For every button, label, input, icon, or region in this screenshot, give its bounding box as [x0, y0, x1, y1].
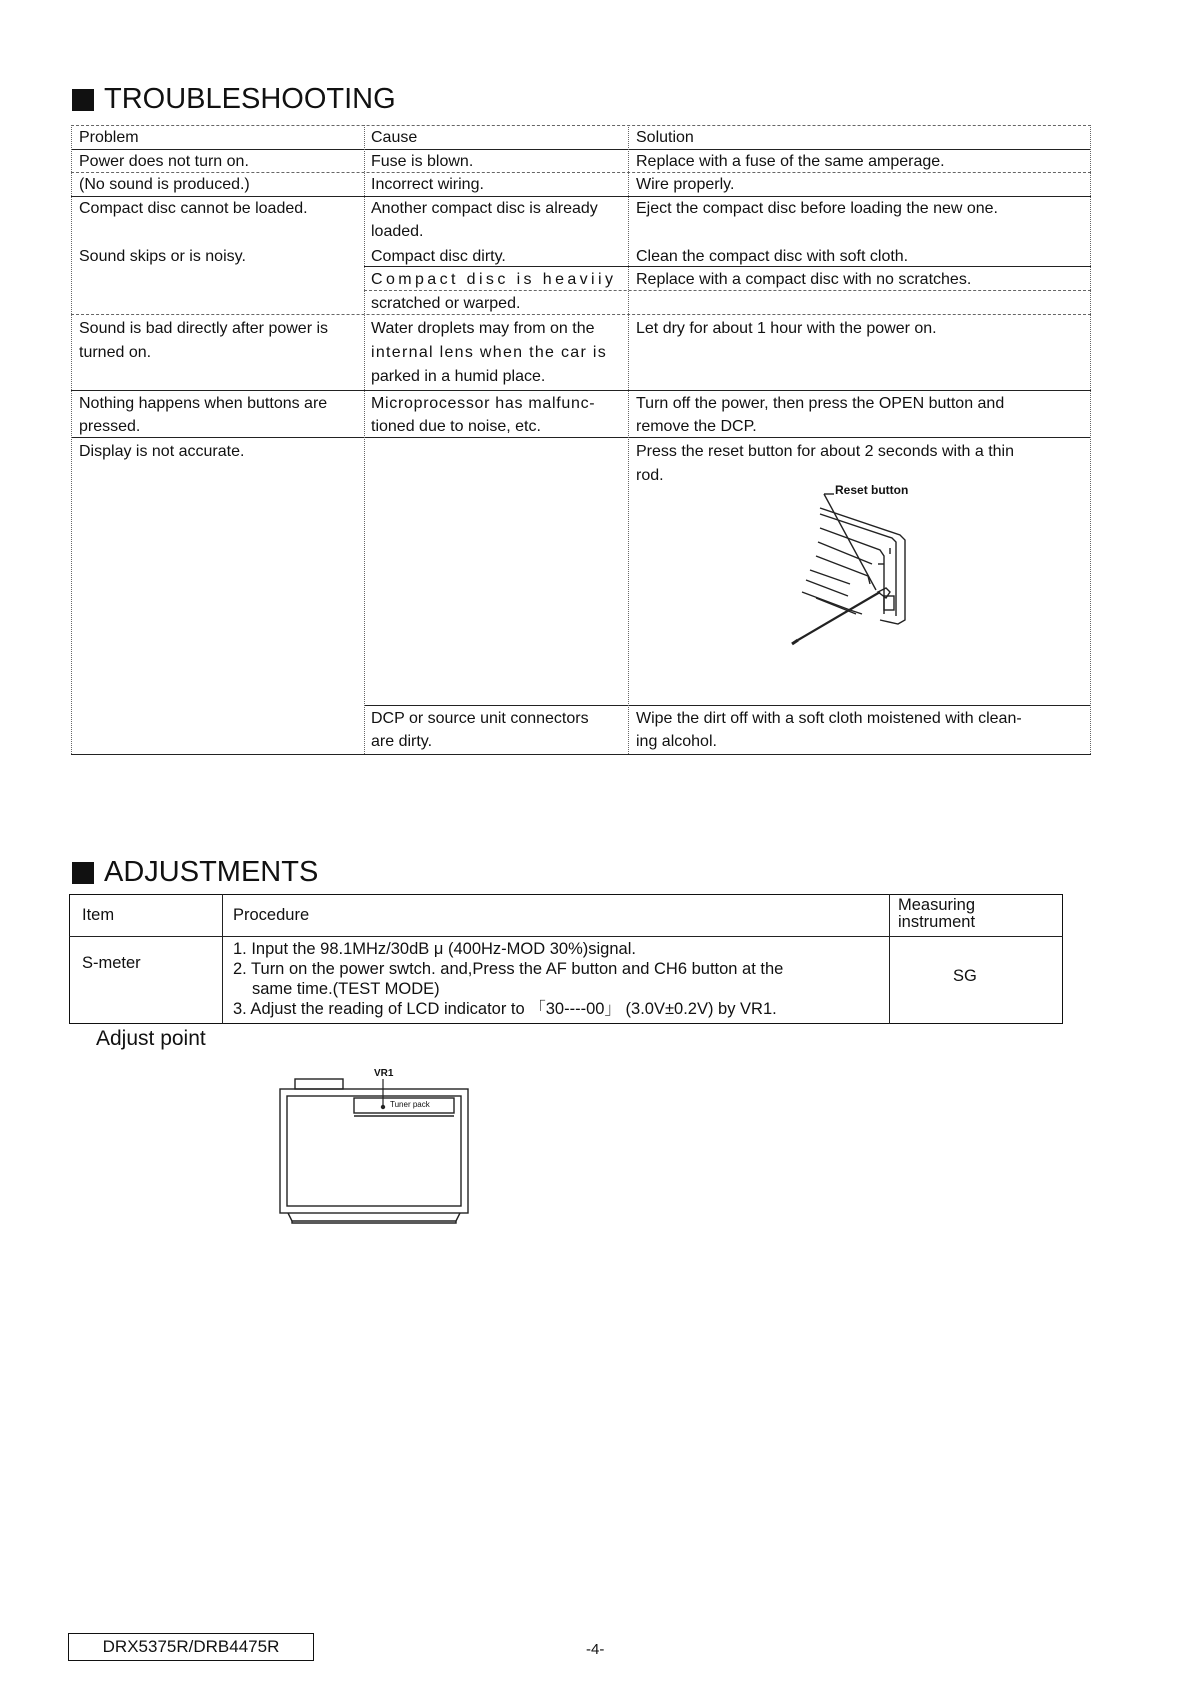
row5-cause-line3: parked in a humid place.	[371, 368, 546, 385]
row1-problem: (No sound is produced.)	[79, 176, 250, 193]
adjustments-title	[72, 858, 318, 887]
square-bullet-icon	[72, 862, 94, 884]
header-solution: Solution	[636, 129, 694, 146]
adjust-header-item: Item	[82, 906, 115, 924]
row0-cause: Fuse is blown.	[371, 153, 474, 170]
row2-cause-line1: Another compact disc is already	[371, 200, 598, 217]
row5-problem-line1: Sound is bad directly after power is	[79, 320, 329, 337]
row2-cause-line2: loaded.	[371, 223, 424, 240]
row2-solution: Eject the compact disc before loading the new one.	[636, 200, 998, 217]
adjust-item-smeter: S-meter	[82, 954, 141, 972]
row6-solution-line2: remove the DCP.	[636, 418, 757, 435]
adjust-header-instrument-line1: Measuring	[898, 896, 976, 914]
reset-button-label: Reset button	[835, 483, 909, 497]
tuner-pack-label: Tuner pack	[390, 1100, 430, 1109]
row3-problem: Sound skips or is noisy.	[79, 248, 246, 265]
square-bullet-icon	[72, 89, 94, 111]
row0-problem: Power does not turn on.	[79, 153, 249, 170]
vr1-label: VR1	[374, 1068, 394, 1079]
row3-solution: Clean the compact disc with soft cloth.	[636, 248, 909, 265]
troubleshooting-title	[72, 85, 396, 114]
adjust-step3: 3. Adjust the reading of LCD indicator to 「30----00」 (3.0V±0.2V) by VR1.	[233, 1000, 777, 1018]
tuner-pack-diagram	[270, 1065, 480, 1235]
row7-problem: Display is not accurate.	[79, 443, 245, 460]
row2-problem: Compact disc cannot be loaded.	[79, 200, 308, 217]
model-number: DRX5375R/DRB4475R	[68, 1633, 314, 1661]
row5-cause-line2: internal lens when the car is	[371, 344, 608, 361]
row4-cause-line2: scratched or warped.	[371, 295, 521, 312]
row8-cause-line2: are dirty.	[371, 733, 433, 750]
adjust-instrument-sg: SG	[953, 967, 977, 985]
page-number: -4-	[586, 1641, 605, 1658]
row8-solution-line1: Wipe the dirt off with a soft cloth moistened with clean-	[636, 710, 1022, 727]
row5-problem-line2: turned on.	[79, 344, 152, 361]
row0-solution: Replace with a fuse of the same amperage.	[636, 153, 945, 170]
row5-cause-line1: Water droplets may from on the	[371, 320, 595, 337]
row7-solution-line1: Press the reset button for about 2 seconds with a thin	[636, 443, 1014, 460]
row8-solution-line2: ing alcohol.	[636, 733, 717, 750]
adjust-header-instrument-line2: instrument	[898, 913, 976, 931]
adjust-step1: 1. Input the 98.1MHz/30dB μ (400Hz-MOD 30%)signal.	[233, 940, 636, 958]
row7-solution-line2: rod.	[636, 467, 664, 484]
adjust-point-label: Adjust point	[96, 1027, 206, 1050]
row1-solution: Wire properly.	[636, 176, 735, 193]
reset-button-figure	[780, 480, 1020, 650]
row8-cause-line1: DCP or source unit connectors	[371, 710, 589, 727]
adjust-step2-line2: same time.(TEST MODE)	[252, 980, 440, 998]
row3-cause: Compact disc dirty.	[371, 248, 506, 265]
row4-cause-line1: Compact disc is heaviiy	[371, 271, 617, 288]
row6-problem-line1: Nothing happens when buttons are	[79, 395, 328, 412]
adjust-header-procedure: Procedure	[233, 906, 310, 924]
row6-cause-line1: Microprocessor has malfunc-	[371, 395, 596, 412]
header-problem: Problem	[79, 129, 139, 146]
row6-solution-line1: Turn off the power, then press the OPEN button and	[636, 395, 1005, 412]
row6-cause-line2: tioned due to noise, etc.	[371, 418, 541, 435]
header-cause: Cause	[371, 129, 418, 146]
adjustments-title-text: ADJUSTMENTS	[104, 856, 319, 888]
row5-solution: Let dry for about 1 hour with the power on.	[636, 320, 937, 337]
row4-solution: Replace with a compact disc with no scratches.	[636, 271, 972, 288]
troubleshooting-title-text: TROUBLESHOOTING	[104, 83, 396, 115]
row1-cause: Incorrect wiring.	[371, 176, 484, 193]
row6-problem-line2: pressed.	[79, 418, 141, 435]
adjust-step2-line1: 2. Turn on the power swtch. and,Press the AF button and CH6 button at the	[233, 960, 784, 978]
